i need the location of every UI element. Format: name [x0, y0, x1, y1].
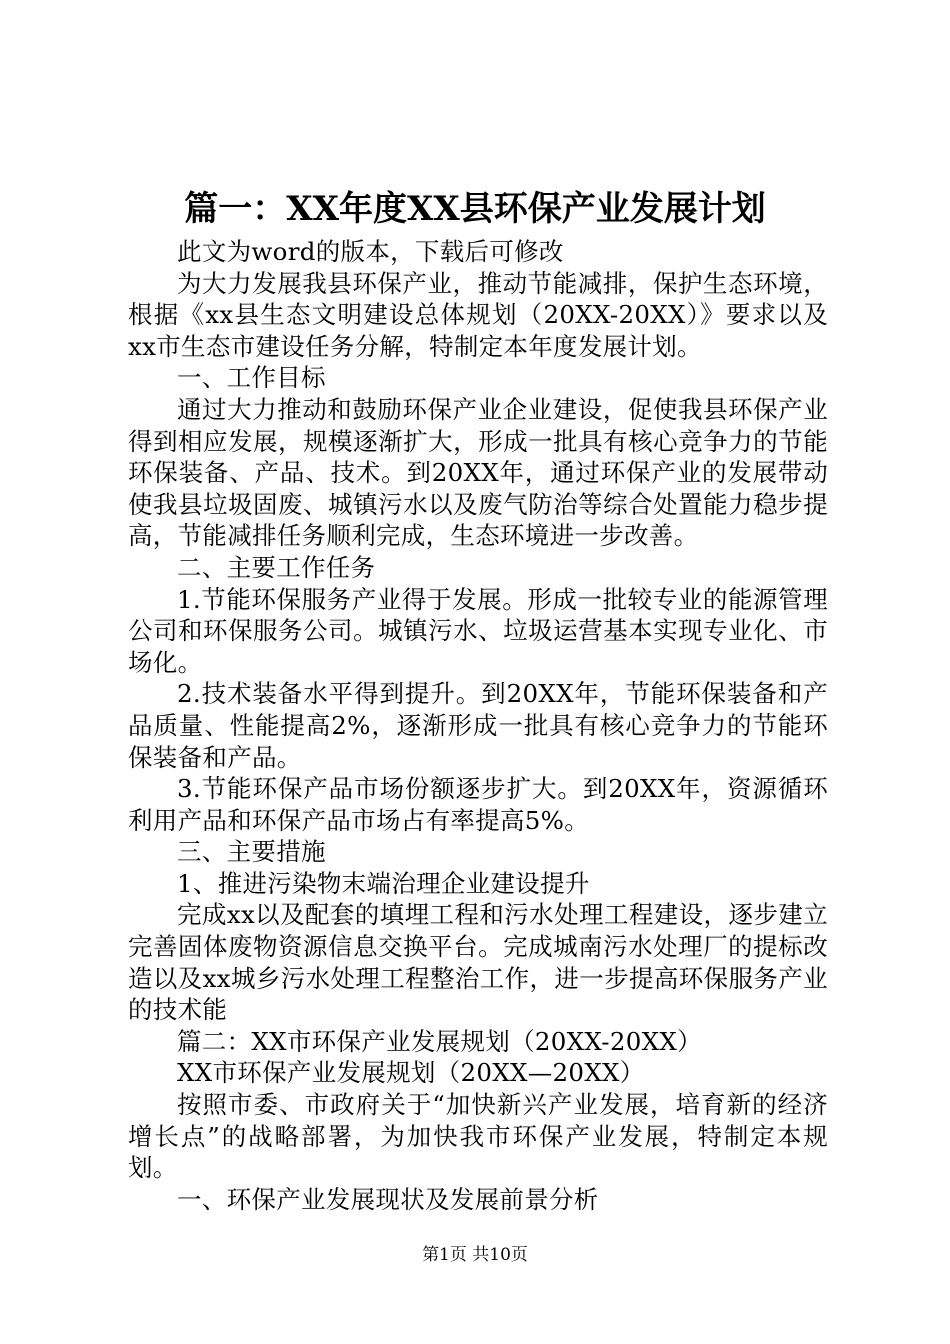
subheading-measure-1: 1、推进污染物末端治理企业建设提升: [177, 868, 590, 898]
paragraph-intro: 为大力发展我县环保产业，推动节能减排，保护生态环境，根据《xx县生态文明建设总体规划（20XX-20XX）》要求以及xx市生态市建设任务分解，特制定本年度发展计划。: [128, 268, 828, 361]
subtitle-part-two: XX市环保产业发展规划（20XX—20XX）: [177, 1058, 645, 1088]
paragraph-measure-1: 完成xx以及配套的填埋工程和污水处理工程建设，逐步建立完善固体废物资源信息交换平台。完成城南污水处理厂的提标改造以及xx城乡污水处理工程整治工作，进一步提高环保服务产业的技术能: [128, 900, 828, 1025]
heading-part-two: 篇二：XX市环保产业发展规划（20XX-20XX）: [177, 1026, 702, 1056]
paragraph-editable-note: 此文为word的版本，下载后可修改: [177, 237, 564, 266]
heading-status-analysis: 一、环保产业发展现状及发展前景分析: [177, 1184, 599, 1214]
paragraph-work-goals: 通过大力推动和鼓励环保产业企业建设，促使我县环保产业得到相应发展，规模逐渐扩大，形成一批具有核心竞争力的节能环保装备、产品、技术。到20XX年，通过环保产业的发展带动使我县垃圾固废、城镇污水以及废气防治等综合处置能力稳步提高，节能减排任务顺利完成，生态环境进一步改善。: [128, 394, 828, 551]
paragraph-part-two-intro: 按照市委、市政府关于“加快新兴产业发展，培育新的经济增长点”的战略部署，为加快我市环保产业发展，特制定本规划。: [128, 1090, 828, 1183]
heading-main-tasks: 二、主要工作任务: [177, 552, 376, 582]
paragraph-task-2: 2.技术装备水平得到提升。到20XX年，节能环保装备和产品质量、性能提高2%，逐渐形成一批具有核心竞争力的节能环保装备和产品。: [128, 679, 828, 772]
paragraph-task-1: 1.节能环保服务产业得于发展。形成一批较专业的能源管理公司和环保服务公司。城镇污水、垃圾运营基本实现专业化、市场化。: [128, 584, 828, 677]
document-body: [128, 236, 828, 1215]
heading-main-measures: 三、主要措施: [177, 837, 326, 867]
heading-work-goals: 一、工作目标: [177, 363, 326, 393]
page-footer: 第1页 共10页: [422, 1245, 528, 1265]
paragraph-task-3: 3.节能环保产品市场份额逐步扩大。到20XX年，资源循环利用产品和环保产品市场占有率提高5%。: [128, 774, 828, 835]
document-title: 篇一：XX年度XX县环保产业发展计划: [184, 189, 766, 229]
